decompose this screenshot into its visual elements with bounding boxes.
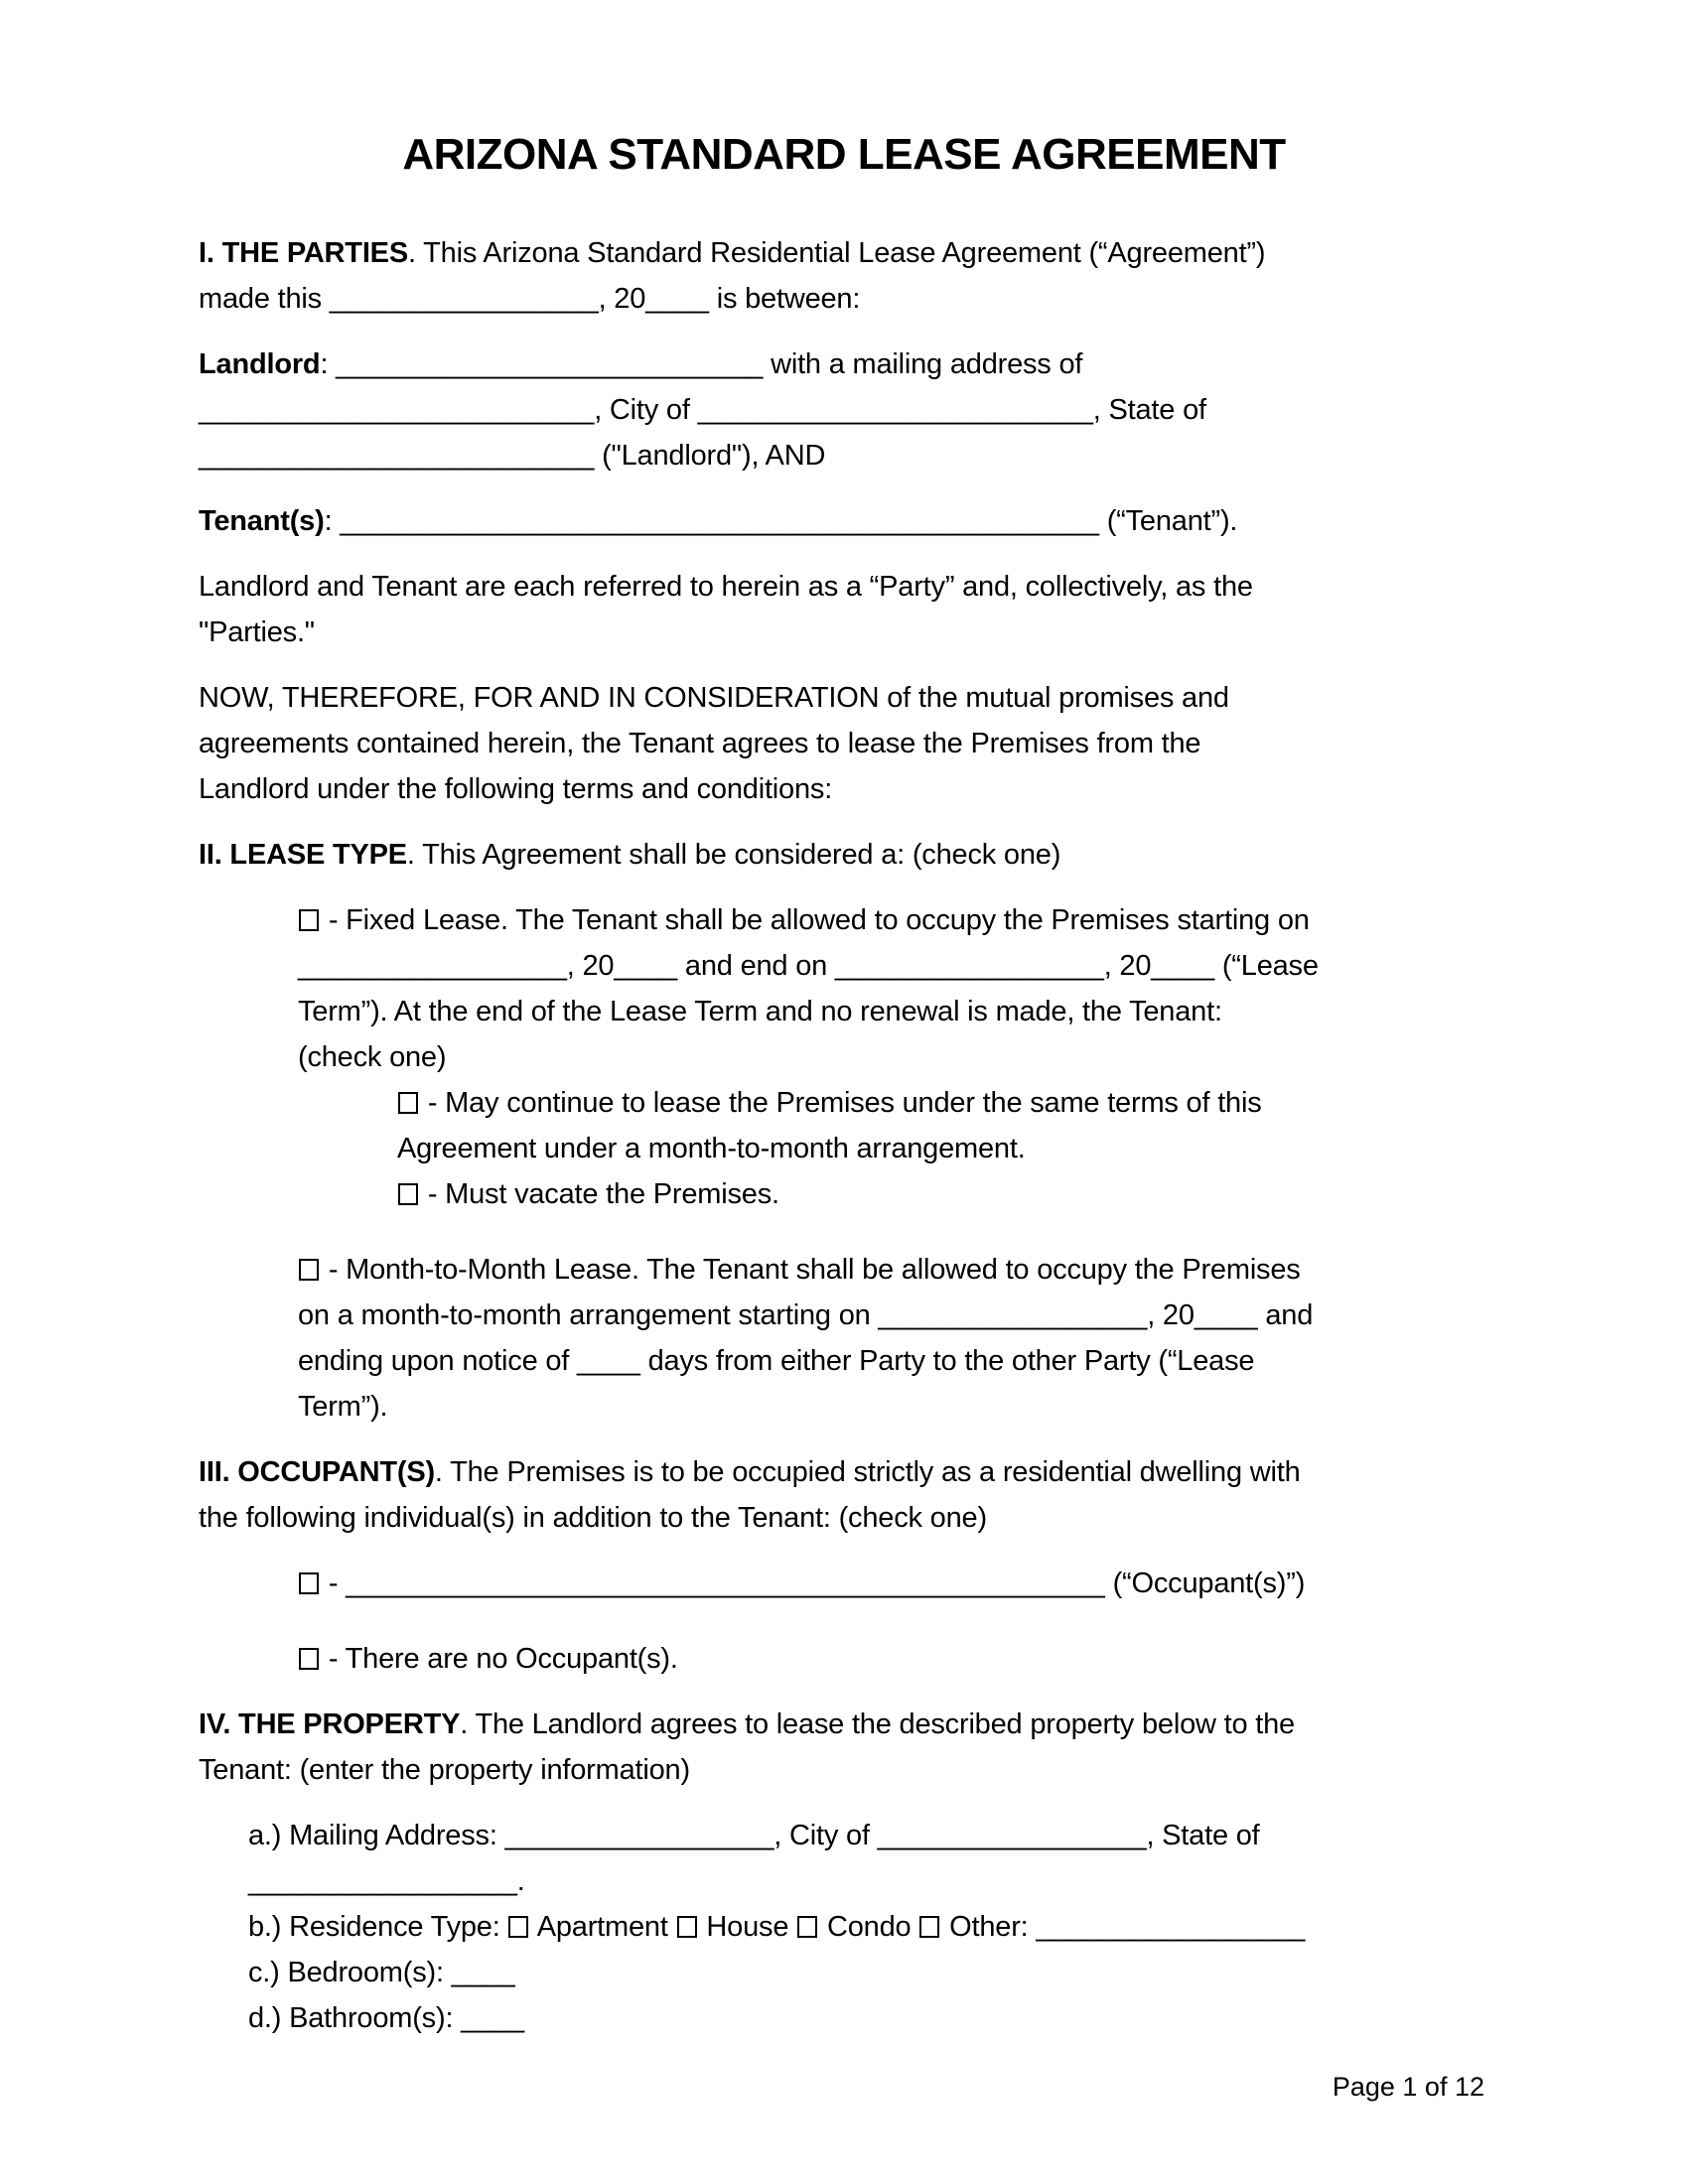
month-to-month-line-3: ending upon notice of ____ days from either Party to the other Party (“Lease [298, 1345, 1255, 1377]
section-property-heading [199, 1702, 1489, 1793]
checkbox-icon[interactable] [299, 1648, 319, 1670]
landlord-line-3: _________________________ ("Landlord"), AND [199, 440, 826, 472]
checkbox-icon[interactable] [299, 1572, 319, 1594]
property-item-a-line-2: _________________. [248, 1865, 525, 1897]
property-item-c: c.) Bedroom(s): ____ [248, 1957, 515, 1988]
tenant-line-1 [199, 498, 1489, 544]
document-title: ARIZONA STANDARD LEASE AGREEMENT [402, 130, 1286, 179]
parties-intro-line-1 [199, 230, 1489, 276]
occupants-none-option [199, 1636, 1489, 1682]
consideration-line-2: agreements contained herein, the Tenant agrees to lease the Premises from the [199, 728, 1201, 759]
month-to-month-line-4: Term”). [298, 1391, 388, 1423]
occupants-heading-line-1 [199, 1449, 1489, 1495]
parties-definition-block [199, 564, 1489, 655]
checkbox-icon[interactable] [797, 1916, 817, 1938]
lease-type-heading-label: II. LEASE TYPE [199, 839, 407, 871]
section-lease-type-heading [199, 832, 1489, 878]
property-heading-label: IV. THE PROPERTY [199, 1708, 461, 1740]
section-parties-intro [199, 230, 1489, 322]
fixed-lease-line-4: (check one) [298, 1041, 447, 1073]
month-to-month-line-1: - Month-to-Month Lease. The Tenant shall be allowed to occupy the Premises [298, 1247, 1489, 1293]
checkbox-icon[interactable] [919, 1916, 939, 1938]
checkbox-icon[interactable] [299, 1259, 319, 1281]
fixed-lease-option-vacate [199, 1171, 1489, 1217]
tenant-name-blank: : ________________________________________________ (“Tenant”). [324, 505, 1238, 537]
landlord-label: Landlord [199, 348, 321, 380]
property-heading-rest: . The Landlord agrees to lease the described property below to the [460, 1708, 1295, 1740]
option-vacate-line-1: - Must vacate the Premises. [397, 1171, 1489, 1217]
checkbox-icon[interactable] [398, 1183, 418, 1205]
property-heading-line-2: Tenant: (enter the property information) [199, 1754, 690, 1786]
fixed-lease-option-continue [199, 1080, 1489, 1171]
checkbox-icon[interactable] [398, 1092, 418, 1114]
property-details-list [199, 1813, 1489, 2041]
landlord-line-2: _________________________, City of _________________________, State of [199, 394, 1206, 426]
consideration-line-3: Landlord under the following terms and conditions: [199, 773, 833, 805]
option-continue-line-2: Agreement under a month-to-month arrangement. [397, 1133, 1026, 1164]
property-heading-line-1 [199, 1702, 1489, 1747]
lease-type-heading-line [199, 832, 1489, 878]
occupants-heading-line-2: the following individual(s) in addition to the Tenant: (check one) [199, 1502, 987, 1534]
property-item-d: d.) Bathroom(s): ____ [248, 2002, 524, 2034]
parties-definition-line-2: "Parties." [199, 616, 315, 648]
consideration-line-1: NOW, THEREFORE, FOR AND IN CONSIDERATION of the mutual promises and [199, 682, 1229, 714]
fixed-lease-line-1: - Fixed Lease. The Tenant shall be allowed to occupy the Premises starting on [298, 897, 1489, 943]
property-item-b: b.) Residence Type: Apartment House Condo Other: _________________ [248, 1911, 1306, 1943]
landlord-name-blank: : ___________________________ with a mailing address of [320, 348, 1083, 380]
page-number: Page 1 of 12 [1332, 2072, 1484, 2102]
landlord-line-1 [199, 341, 1489, 387]
tenant-label: Tenant(s) [199, 505, 325, 537]
occupants-none-line: - There are no Occupant(s). [298, 1636, 1489, 1682]
lease-type-heading-rest: . This Agreement shall be considered a: (check one) [406, 839, 1061, 871]
tenant-block [199, 498, 1489, 544]
section-parties-heading: I. THE PARTIES [199, 237, 408, 269]
checkbox-icon[interactable] [508, 1916, 528, 1938]
month-to-month-line-2: on a month-to-month arrangement starting on _________________, 20____ and [298, 1299, 1314, 1331]
landlord-block [199, 341, 1489, 478]
parties-definition-line-1: Landlord and Tenant are each referred to herein as a “Party” and, collectively, as the [199, 571, 1253, 603]
consideration-block [199, 675, 1489, 812]
option-continue-line-1: - May continue to lease the Premises under the same terms of this [397, 1080, 1489, 1126]
parties-intro-line-2: made this _________________, 20____ is between: [199, 283, 861, 315]
fixed-lease-option [199, 897, 1489, 1080]
property-item-a-line-1: a.) Mailing Address: _________________, City of _________________, State of [248, 1820, 1260, 1851]
occupants-named-option [199, 1561, 1489, 1606]
month-to-month-option [199, 1247, 1489, 1430]
fixed-lease-line-2: _________________, 20____ and end on _________________, 20____ (“Lease [298, 950, 1319, 982]
checkbox-icon[interactable] [677, 1916, 697, 1938]
fixed-lease-line-3: Term”). At the end of the Lease Term and no renewal is made, the Tenant: [298, 996, 1222, 1027]
occupants-heading-rest: . The Premises is to be occupied strictly as a residential dwelling with [434, 1456, 1301, 1488]
section-occupants-heading [199, 1449, 1489, 1541]
occupants-heading-label: III. OCCUPANT(S) [199, 1456, 435, 1488]
checkbox-icon[interactable] [299, 909, 319, 931]
parties-intro-rest: . This Arizona Standard Residential Lease Agreement (“Agreement”) [407, 237, 1266, 269]
occupants-named-line: - ________________________________________________ (“Occupant(s)”) [298, 1561, 1489, 1606]
